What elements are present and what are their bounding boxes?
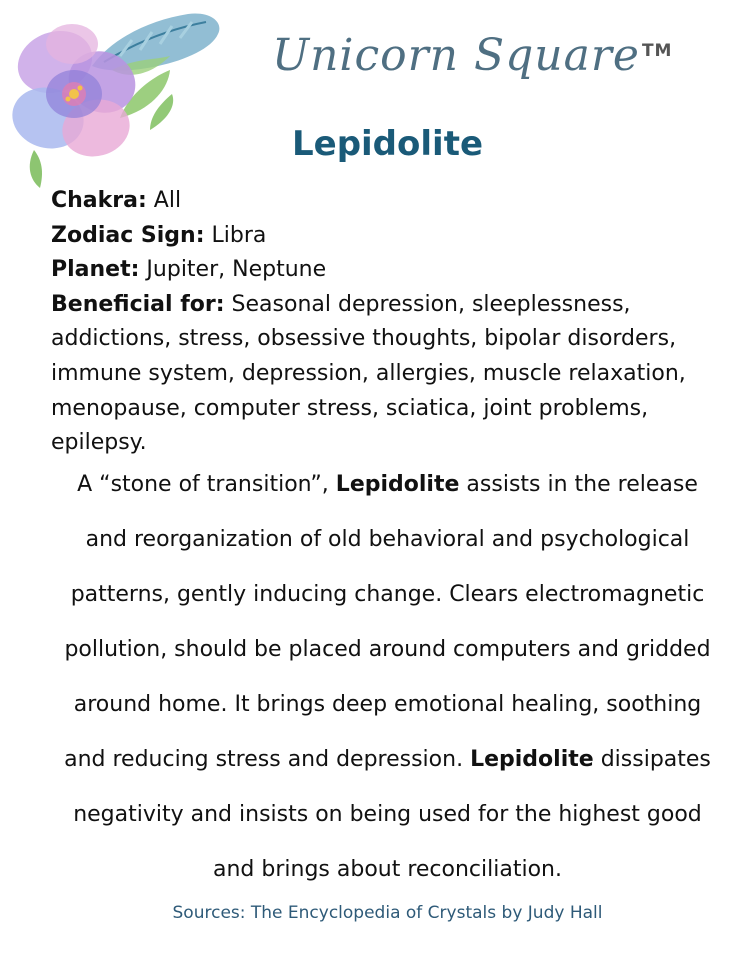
description-text: dissipates — [600, 747, 711, 772]
description-text: negativity and insists on being used for the highest good — [73, 802, 702, 827]
zodiac-value: Libra — [211, 222, 267, 248]
trademark-symbol: TM — [641, 41, 673, 61]
crystal-name-bold: Lepidolite — [335, 472, 460, 497]
description-text: and brings about reconciliation. — [213, 857, 562, 882]
description-paragraph — [40, 457, 735, 897]
chakra-value: All — [153, 188, 182, 213]
description-text: around home. It brings deep emotional healing, soothing — [73, 692, 702, 717]
beneficial-text: menopause, computer stress, sciatica, joint problems, — [51, 395, 649, 421]
beneficial-text: epilepsy. — [51, 430, 147, 456]
description-text: patterns, gently inducing change. Clears electromagnetic — [70, 582, 705, 607]
chakra-row — [51, 184, 741, 219]
description-text: and reducing stress and depression. — [64, 747, 464, 772]
description-text: A “stone of transition”, — [77, 472, 329, 497]
description-text: assists in the release — [466, 472, 698, 497]
crystal-facts — [51, 184, 741, 461]
crystal-name-bold: Lepidolite — [470, 747, 594, 772]
planet-value: Jupiter, Neptune — [146, 257, 327, 283]
beneficial-text: addictions, stress, obsessive thoughts, bipolar disorders, — [51, 326, 677, 352]
beneficial-label: Beneficial for: — [51, 291, 225, 317]
planet-label: Planet: — [51, 257, 140, 283]
zodiac-label: Zodiac Sign: — [51, 222, 205, 248]
beneficial-row — [51, 288, 741, 323]
sources-citation: Sources: The Encyclopedia of Crystals by Judy Hall — [172, 903, 603, 923]
zodiac-row — [51, 219, 741, 254]
brand-logo — [272, 30, 672, 81]
chakra-label: Chakra: — [51, 188, 147, 213]
description-text: pollution, should be placed around computers and gridded — [64, 637, 711, 662]
description-text: and reorganization of old behavioral and psychological — [85, 527, 690, 552]
beneficial-text: Seasonal depression, sleeplessness, — [231, 291, 631, 317]
brand-name: Unicorn Square — [272, 30, 640, 81]
flower-feather-illustration — [0, 0, 235, 195]
planet-row — [51, 253, 741, 288]
beneficial-text: immune system, depression, allergies, muscle relaxation, — [51, 360, 686, 386]
page-title: Lepidolite — [291, 124, 484, 164]
